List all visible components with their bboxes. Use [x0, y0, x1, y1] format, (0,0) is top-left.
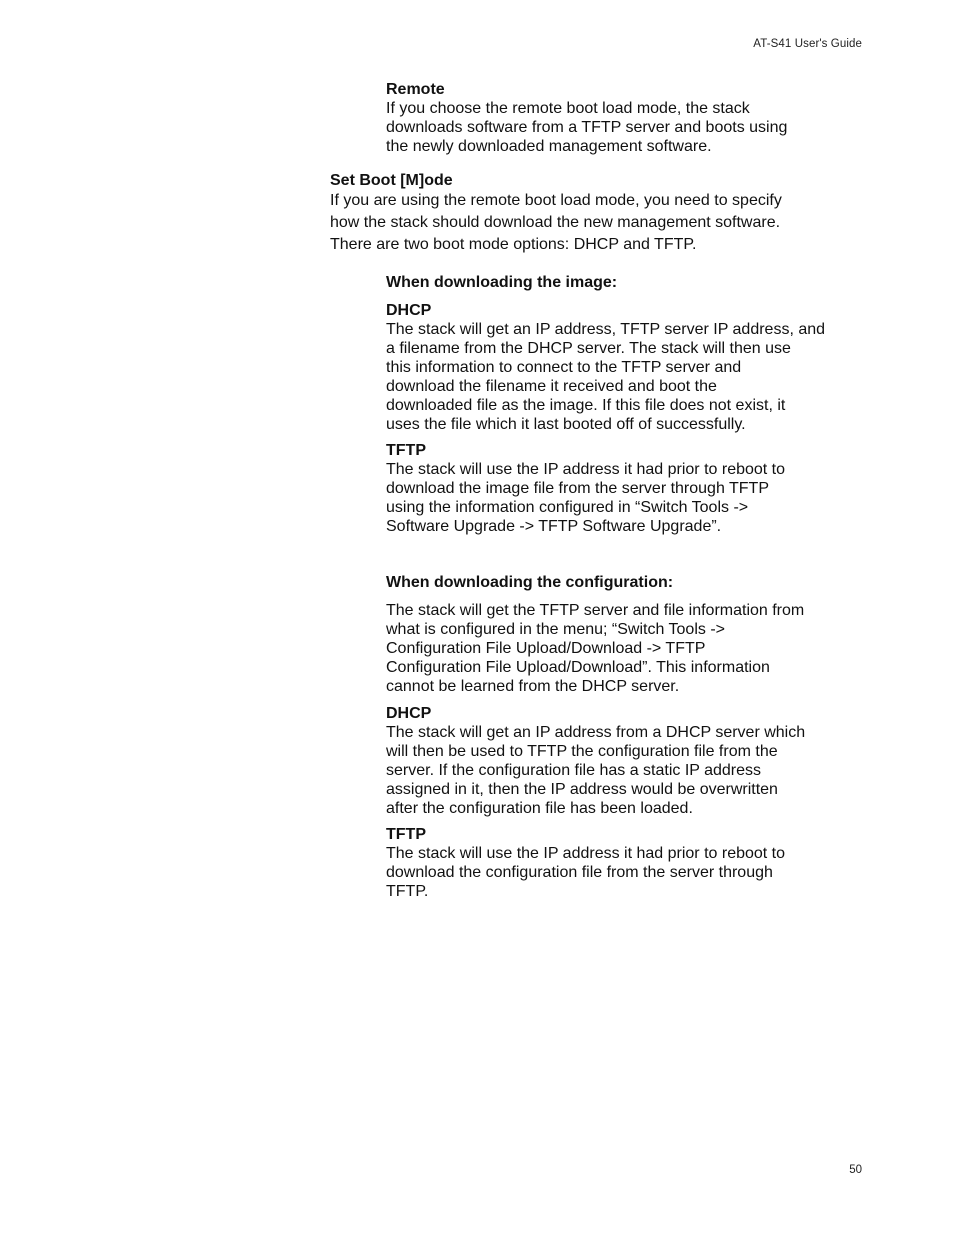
page-number: 50 — [849, 1164, 862, 1176]
config-tftp-text: The stack will use the IP address it had prior to reboot to download the configuration file from the server through TFTP. — [386, 845, 786, 900]
image-dhcp-heading: DHCP — [386, 302, 432, 319]
running-header: AT-S41 User's Guide — [753, 38, 862, 50]
set-boot-mode-section — [330, 171, 838, 256]
config-dhcp-text: The stack will get an IP address from a DHCP server which will then be used to TFTP the configuration file from the server. If the configuration file has a static IP address assigned in it, then the IP address would be overwritten after the configuration file has been loaded. — [386, 724, 806, 817]
config-intro-section — [386, 601, 838, 696]
image-tftp-section — [386, 441, 838, 536]
remote-heading: Remote — [386, 81, 445, 98]
image-dhcp-section — [386, 301, 838, 434]
config-tftp-heading: TFTP — [386, 826, 426, 843]
config-section-heading — [386, 573, 838, 592]
config-dhcp-heading: DHCP — [386, 705, 432, 722]
config-dhcp-section — [386, 704, 838, 818]
set-boot-mode-text: If you are using the remote boot load mode, you need to specify how the stack should download the new management software. There are two boot mode options: DHCP and TFTP. — [330, 192, 782, 253]
config-intro-text: The stack will get the TFTP server and file information from what is configured in the menu; “Switch Tools -> Configuration File Upload/Download -> TFTP Configuration File Upload/Download”. This information cannot be learned from the DHCP server. — [386, 602, 805, 695]
set-boot-mode-heading: Set Boot [M]ode — [330, 172, 453, 189]
remote-section — [386, 80, 838, 156]
image-section-heading — [386, 273, 838, 292]
config-heading: When downloading the configuration: — [386, 574, 674, 591]
image-heading: When downloading the image: — [386, 274, 618, 291]
image-dhcp-text: The stack will get an IP address, TFTP server IP address, and a filename from the DHCP server. The stack will then use this information to connect to the TFTP server and download the filename it received and boot the downloaded file as the image. If this file does not exist, it uses the file which it last booted off of successfully. — [386, 321, 826, 433]
remote-text: If you choose the remote boot load mode, the stack downloads software from a TFTP server and boots using the newly downloaded management software. — [386, 100, 788, 155]
image-tftp-text: The stack will use the IP address it had prior to reboot to download the image file from the server through TFTP using the information configured in “Switch Tools -> Software Upgrade -> TFTP Software Upgrade”. — [386, 461, 786, 535]
image-tftp-heading: TFTP — [386, 442, 426, 459]
config-tftp-section — [386, 825, 838, 901]
